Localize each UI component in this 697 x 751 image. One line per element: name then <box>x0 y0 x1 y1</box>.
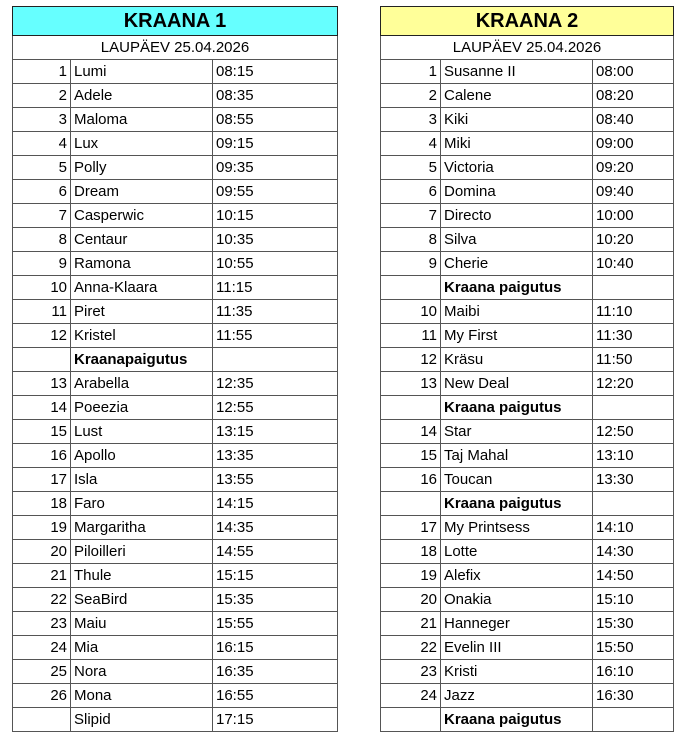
time-cell[interactable]: 14:30 <box>593 540 674 564</box>
schedule-row <box>13 492 338 516</box>
row-number-cell[interactable]: 3 <box>381 108 441 132</box>
time-cell[interactable] <box>593 276 674 300</box>
row-number-cell[interactable] <box>381 708 441 732</box>
row-number-cell[interactable]: 1 <box>13 60 71 84</box>
row-number-cell[interactable]: 21 <box>381 612 441 636</box>
boat-name-cell[interactable]: Centaur <box>71 228 213 252</box>
schedule-row <box>13 180 338 204</box>
boat-name-cell[interactable]: Miki <box>441 132 593 156</box>
schedule-row <box>381 468 674 492</box>
boat-name-cell[interactable]: Dream <box>71 180 213 204</box>
boat-name-cell[interactable]: Apollo <box>71 444 213 468</box>
row-number-cell[interactable]: 9 <box>381 252 441 276</box>
schedule-row <box>13 276 338 300</box>
row-number-cell[interactable]: 4 <box>381 132 441 156</box>
boat-name-cell[interactable]: Poeezia <box>71 396 213 420</box>
time-cell[interactable]: 10:15 <box>213 204 338 228</box>
row-number-cell[interactable] <box>13 348 71 372</box>
row-number-cell[interactable]: 8 <box>381 228 441 252</box>
boat-name-cell[interactable]: Domina <box>441 180 593 204</box>
schedule-row <box>381 60 674 84</box>
time-cell[interactable]: 15:30 <box>593 612 674 636</box>
schedule-row <box>381 108 674 132</box>
row-number-cell[interactable]: 20 <box>381 588 441 612</box>
boat-name-cell[interactable]: Kristel <box>71 324 213 348</box>
crane-placement-row <box>381 708 674 732</box>
time-cell[interactable]: 13:55 <box>213 468 338 492</box>
schedule-row <box>13 60 338 84</box>
time-cell[interactable]: 09:35 <box>213 156 338 180</box>
row-number-cell[interactable]: 1 <box>381 60 441 84</box>
schedule-row <box>381 588 674 612</box>
row-number-cell[interactable]: 12 <box>13 324 71 348</box>
row-number-cell[interactable]: 2 <box>13 84 71 108</box>
boat-name-cell[interactable]: My Printsess <box>441 516 593 540</box>
boat-name-cell[interactable]: Alefix <box>441 564 593 588</box>
time-cell[interactable] <box>593 708 674 732</box>
schedule-row <box>13 588 338 612</box>
time-cell[interactable]: 08:00 <box>593 60 674 84</box>
schedule-row <box>13 444 338 468</box>
time-cell[interactable]: 15:35 <box>213 588 338 612</box>
boat-name-cell[interactable]: Kraanapaigutus <box>71 348 213 372</box>
boat-name-cell[interactable]: Susanne II <box>441 60 593 84</box>
kraana-2-date[interactable]: LAUPÄEV 25.04.2026 <box>381 36 674 60</box>
time-cell[interactable]: 12:20 <box>593 372 674 396</box>
boat-name-cell[interactable]: Hanneger <box>441 612 593 636</box>
schedule-row <box>381 84 674 108</box>
boat-name-cell[interactable]: Onakia <box>441 588 593 612</box>
boat-name-cell[interactable]: Kraana paigutus <box>441 708 593 732</box>
boat-name-cell[interactable]: Faro <box>71 492 213 516</box>
schedule-row <box>13 324 338 348</box>
crane-placement-row <box>381 276 674 300</box>
time-cell[interactable]: 16:35 <box>213 660 338 684</box>
time-cell[interactable]: 09:00 <box>593 132 674 156</box>
boat-name-cell[interactable]: Slipid <box>71 708 213 732</box>
time-cell[interactable]: 12:55 <box>213 396 338 420</box>
schedule-row <box>13 564 338 588</box>
schedule-row <box>381 300 674 324</box>
time-cell[interactable]: 13:15 <box>213 420 338 444</box>
time-cell[interactable]: 10:55 <box>213 252 338 276</box>
boat-name-cell[interactable]: Maibi <box>441 300 593 324</box>
schedule-row <box>13 108 338 132</box>
time-cell[interactable]: 09:40 <box>593 180 674 204</box>
row-number-cell[interactable]: 19 <box>13 516 71 540</box>
schedule-row <box>13 300 338 324</box>
boat-name-cell[interactable]: Kräsu <box>441 348 593 372</box>
boat-name-cell[interactable]: Casperwic <box>71 204 213 228</box>
time-cell[interactable]: 08:55 <box>213 108 338 132</box>
time-cell[interactable]: 08:35 <box>213 84 338 108</box>
time-cell[interactable] <box>593 396 674 420</box>
row-number-cell[interactable]: 23 <box>13 612 71 636</box>
row-number-cell[interactable]: 26 <box>13 684 71 708</box>
row-number-cell[interactable]: 10 <box>13 276 71 300</box>
schedule-row <box>381 348 674 372</box>
crane-placement-row <box>381 396 674 420</box>
schedule-row <box>13 516 338 540</box>
boat-name-cell[interactable]: My First <box>441 324 593 348</box>
row-number-cell[interactable]: 5 <box>381 156 441 180</box>
boat-name-cell[interactable]: Toucan <box>441 468 593 492</box>
time-cell[interactable]: 15:15 <box>213 564 338 588</box>
schedule-row <box>13 540 338 564</box>
schedule-row <box>13 660 338 684</box>
time-cell[interactable]: 15:10 <box>593 588 674 612</box>
schedule-row <box>381 444 674 468</box>
time-cell[interactable]: 09:20 <box>593 156 674 180</box>
time-cell[interactable]: 14:15 <box>213 492 338 516</box>
time-cell[interactable]: 13:30 <box>593 468 674 492</box>
schedule-row <box>381 252 674 276</box>
kraana-1-table <box>12 6 338 732</box>
time-cell[interactable]: 15:50 <box>593 636 674 660</box>
schedule-row <box>381 132 674 156</box>
schedule-row <box>13 708 338 732</box>
schedule-row <box>381 636 674 660</box>
schedule-row <box>13 84 338 108</box>
boat-name-cell[interactable]: Jazz <box>441 684 593 708</box>
row-number-cell[interactable]: 5 <box>13 156 71 180</box>
row-number-cell[interactable]: 7 <box>381 204 441 228</box>
boat-name-cell[interactable]: Cherie <box>441 252 593 276</box>
boat-name-cell[interactable]: Adele <box>71 84 213 108</box>
schedule-row <box>381 372 674 396</box>
row-number-cell[interactable]: 2 <box>381 84 441 108</box>
schedule-row <box>13 636 338 660</box>
schedule-row <box>381 684 674 708</box>
schedule-row <box>381 612 674 636</box>
kraana-2-table <box>380 6 674 732</box>
row-number-cell[interactable]: 20 <box>13 540 71 564</box>
row-number-cell[interactable]: 13 <box>381 372 441 396</box>
schedule-row <box>381 516 674 540</box>
time-cell[interactable]: 11:50 <box>593 348 674 372</box>
boat-name-cell[interactable]: Maiu <box>71 612 213 636</box>
schedule-row <box>13 156 338 180</box>
schedule-row <box>381 660 674 684</box>
time-cell[interactable] <box>593 492 674 516</box>
schedule-row <box>13 420 338 444</box>
time-cell[interactable]: 17:15 <box>213 708 338 732</box>
row-number-cell[interactable] <box>381 396 441 420</box>
row-number-cell[interactable]: 22 <box>13 588 71 612</box>
schedule-row <box>381 228 674 252</box>
row-number-cell[interactable]: 14 <box>13 396 71 420</box>
boat-name-cell[interactable]: Calene <box>441 84 593 108</box>
row-number-cell[interactable]: 18 <box>13 492 71 516</box>
boat-name-cell[interactable]: Kraana paigutus <box>441 492 593 516</box>
row-number-cell[interactable]: 11 <box>13 300 71 324</box>
boat-name-cell[interactable]: Maloma <box>71 108 213 132</box>
time-cell[interactable]: 13:10 <box>593 444 674 468</box>
schedule-row <box>13 228 338 252</box>
row-number-cell[interactable]: 10 <box>381 300 441 324</box>
boat-name-cell[interactable]: Kristi <box>441 660 593 684</box>
boat-name-cell[interactable]: Silva <box>441 228 593 252</box>
time-cell[interactable] <box>213 348 338 372</box>
time-cell[interactable]: 13:35 <box>213 444 338 468</box>
schedule-row <box>13 252 338 276</box>
boat-name-cell[interactable]: Mona <box>71 684 213 708</box>
boat-name-cell[interactable]: Thule <box>71 564 213 588</box>
time-cell[interactable]: 11:30 <box>593 324 674 348</box>
boat-name-cell[interactable]: Piloilleri <box>71 540 213 564</box>
row-number-cell[interactable]: 3 <box>13 108 71 132</box>
schedule-row <box>381 204 674 228</box>
schedule-row <box>381 324 674 348</box>
time-cell[interactable]: 15:55 <box>213 612 338 636</box>
row-number-cell[interactable] <box>381 276 441 300</box>
time-cell[interactable]: 11:55 <box>213 324 338 348</box>
crane-placement-row <box>13 348 338 372</box>
schedule-row <box>13 132 338 156</box>
row-number-cell[interactable]: 24 <box>381 684 441 708</box>
row-number-cell[interactable]: 21 <box>13 564 71 588</box>
schedule-row <box>381 420 674 444</box>
boat-name-cell[interactable]: Nora <box>71 660 213 684</box>
time-cell[interactable]: 08:20 <box>593 84 674 108</box>
boat-name-cell[interactable]: Evelin III <box>441 636 593 660</box>
time-cell[interactable]: 10:20 <box>593 228 674 252</box>
boat-name-cell[interactable]: Lotte <box>441 540 593 564</box>
row-number-cell[interactable]: 14 <box>381 420 441 444</box>
row-number-cell[interactable]: 6 <box>381 180 441 204</box>
boat-name-cell[interactable]: Arabella <box>71 372 213 396</box>
time-cell[interactable]: 12:50 <box>593 420 674 444</box>
row-number-cell[interactable]: 16 <box>13 444 71 468</box>
kraana-1-date[interactable]: LAUPÄEV 25.04.2026 <box>13 36 338 60</box>
boat-name-cell[interactable]: Directo <box>441 204 593 228</box>
time-cell[interactable]: 11:35 <box>213 300 338 324</box>
row-number-cell[interactable]: 7 <box>13 204 71 228</box>
schedule-row <box>13 684 338 708</box>
schedule-row <box>13 372 338 396</box>
time-cell[interactable]: 09:15 <box>213 132 338 156</box>
schedule-row <box>13 204 338 228</box>
time-cell[interactable]: 11:15 <box>213 276 338 300</box>
row-number-cell[interactable]: 8 <box>13 228 71 252</box>
row-number-cell[interactable]: 15 <box>381 444 441 468</box>
boat-name-cell[interactable]: New Deal <box>441 372 593 396</box>
time-cell[interactable]: 09:55 <box>213 180 338 204</box>
row-number-cell[interactable]: 9 <box>13 252 71 276</box>
boat-name-cell[interactable]: Lust <box>71 420 213 444</box>
boat-name-cell[interactable]: Margaritha <box>71 516 213 540</box>
boat-name-cell[interactable]: Star <box>441 420 593 444</box>
row-number-cell[interactable]: 12 <box>381 348 441 372</box>
time-cell[interactable]: 10:35 <box>213 228 338 252</box>
time-cell[interactable]: 14:35 <box>213 516 338 540</box>
boat-name-cell[interactable]: Kraana paigutus <box>441 276 593 300</box>
row-number-cell[interactable]: 13 <box>13 372 71 396</box>
crane-placement-row <box>381 492 674 516</box>
boat-name-cell[interactable]: Ramona <box>71 252 213 276</box>
time-cell[interactable]: 16:15 <box>213 636 338 660</box>
schedule-row <box>381 564 674 588</box>
boat-name-cell[interactable]: Isla <box>71 468 213 492</box>
schedule-row <box>13 612 338 636</box>
boat-name-cell[interactable]: Taj Mahal <box>441 444 593 468</box>
boat-name-cell[interactable]: Mia <box>71 636 213 660</box>
time-cell[interactable]: 10:40 <box>593 252 674 276</box>
time-cell[interactable]: 11:10 <box>593 300 674 324</box>
row-number-cell[interactable]: 18 <box>381 540 441 564</box>
row-number-cell[interactable]: 17 <box>13 468 71 492</box>
row-number-cell[interactable]: 17 <box>381 516 441 540</box>
kraana-2-title[interactable]: KRAANA 2 <box>381 7 674 36</box>
row-number-cell[interactable]: 23 <box>381 660 441 684</box>
row-number-cell[interactable]: 4 <box>13 132 71 156</box>
row-number-cell[interactable] <box>381 492 441 516</box>
boat-name-cell[interactable]: Piret <box>71 300 213 324</box>
boat-name-cell[interactable]: Anna-Klaara <box>71 276 213 300</box>
row-number-cell[interactable]: 22 <box>381 636 441 660</box>
boat-name-cell[interactable]: Polly <box>71 156 213 180</box>
time-cell[interactable]: 10:00 <box>593 204 674 228</box>
schedule-row <box>13 396 338 420</box>
time-cell[interactable]: 14:55 <box>213 540 338 564</box>
row-number-cell[interactable]: 24 <box>13 636 71 660</box>
row-number-cell[interactable]: 16 <box>381 468 441 492</box>
schedule-row <box>381 540 674 564</box>
row-number-cell[interactable]: 15 <box>13 420 71 444</box>
row-number-cell[interactable]: 11 <box>381 324 441 348</box>
boat-name-cell[interactable]: Kiki <box>441 108 593 132</box>
row-number-cell[interactable] <box>13 708 71 732</box>
time-cell[interactable]: 16:55 <box>213 684 338 708</box>
time-cell[interactable]: 16:10 <box>593 660 674 684</box>
time-cell[interactable]: 08:15 <box>213 60 338 84</box>
schedule-row <box>381 180 674 204</box>
time-cell[interactable]: 08:40 <box>593 108 674 132</box>
row-number-cell[interactable]: 25 <box>13 660 71 684</box>
boat-name-cell[interactable]: Kraana paigutus <box>441 396 593 420</box>
boat-name-cell[interactable]: Victoria <box>441 156 593 180</box>
schedule-row <box>381 156 674 180</box>
kraana-1-title[interactable]: KRAANA 1 <box>13 7 338 36</box>
time-cell[interactable]: 14:50 <box>593 564 674 588</box>
time-cell[interactable]: 12:35 <box>213 372 338 396</box>
schedule-row <box>13 468 338 492</box>
time-cell[interactable]: 16:30 <box>593 684 674 708</box>
time-cell[interactable]: 14:10 <box>593 516 674 540</box>
row-number-cell[interactable]: 6 <box>13 180 71 204</box>
boat-name-cell[interactable]: SeaBird <box>71 588 213 612</box>
row-number-cell[interactable]: 19 <box>381 564 441 588</box>
boat-name-cell[interactable]: Lumi <box>71 60 213 84</box>
boat-name-cell[interactable]: Lux <box>71 132 213 156</box>
